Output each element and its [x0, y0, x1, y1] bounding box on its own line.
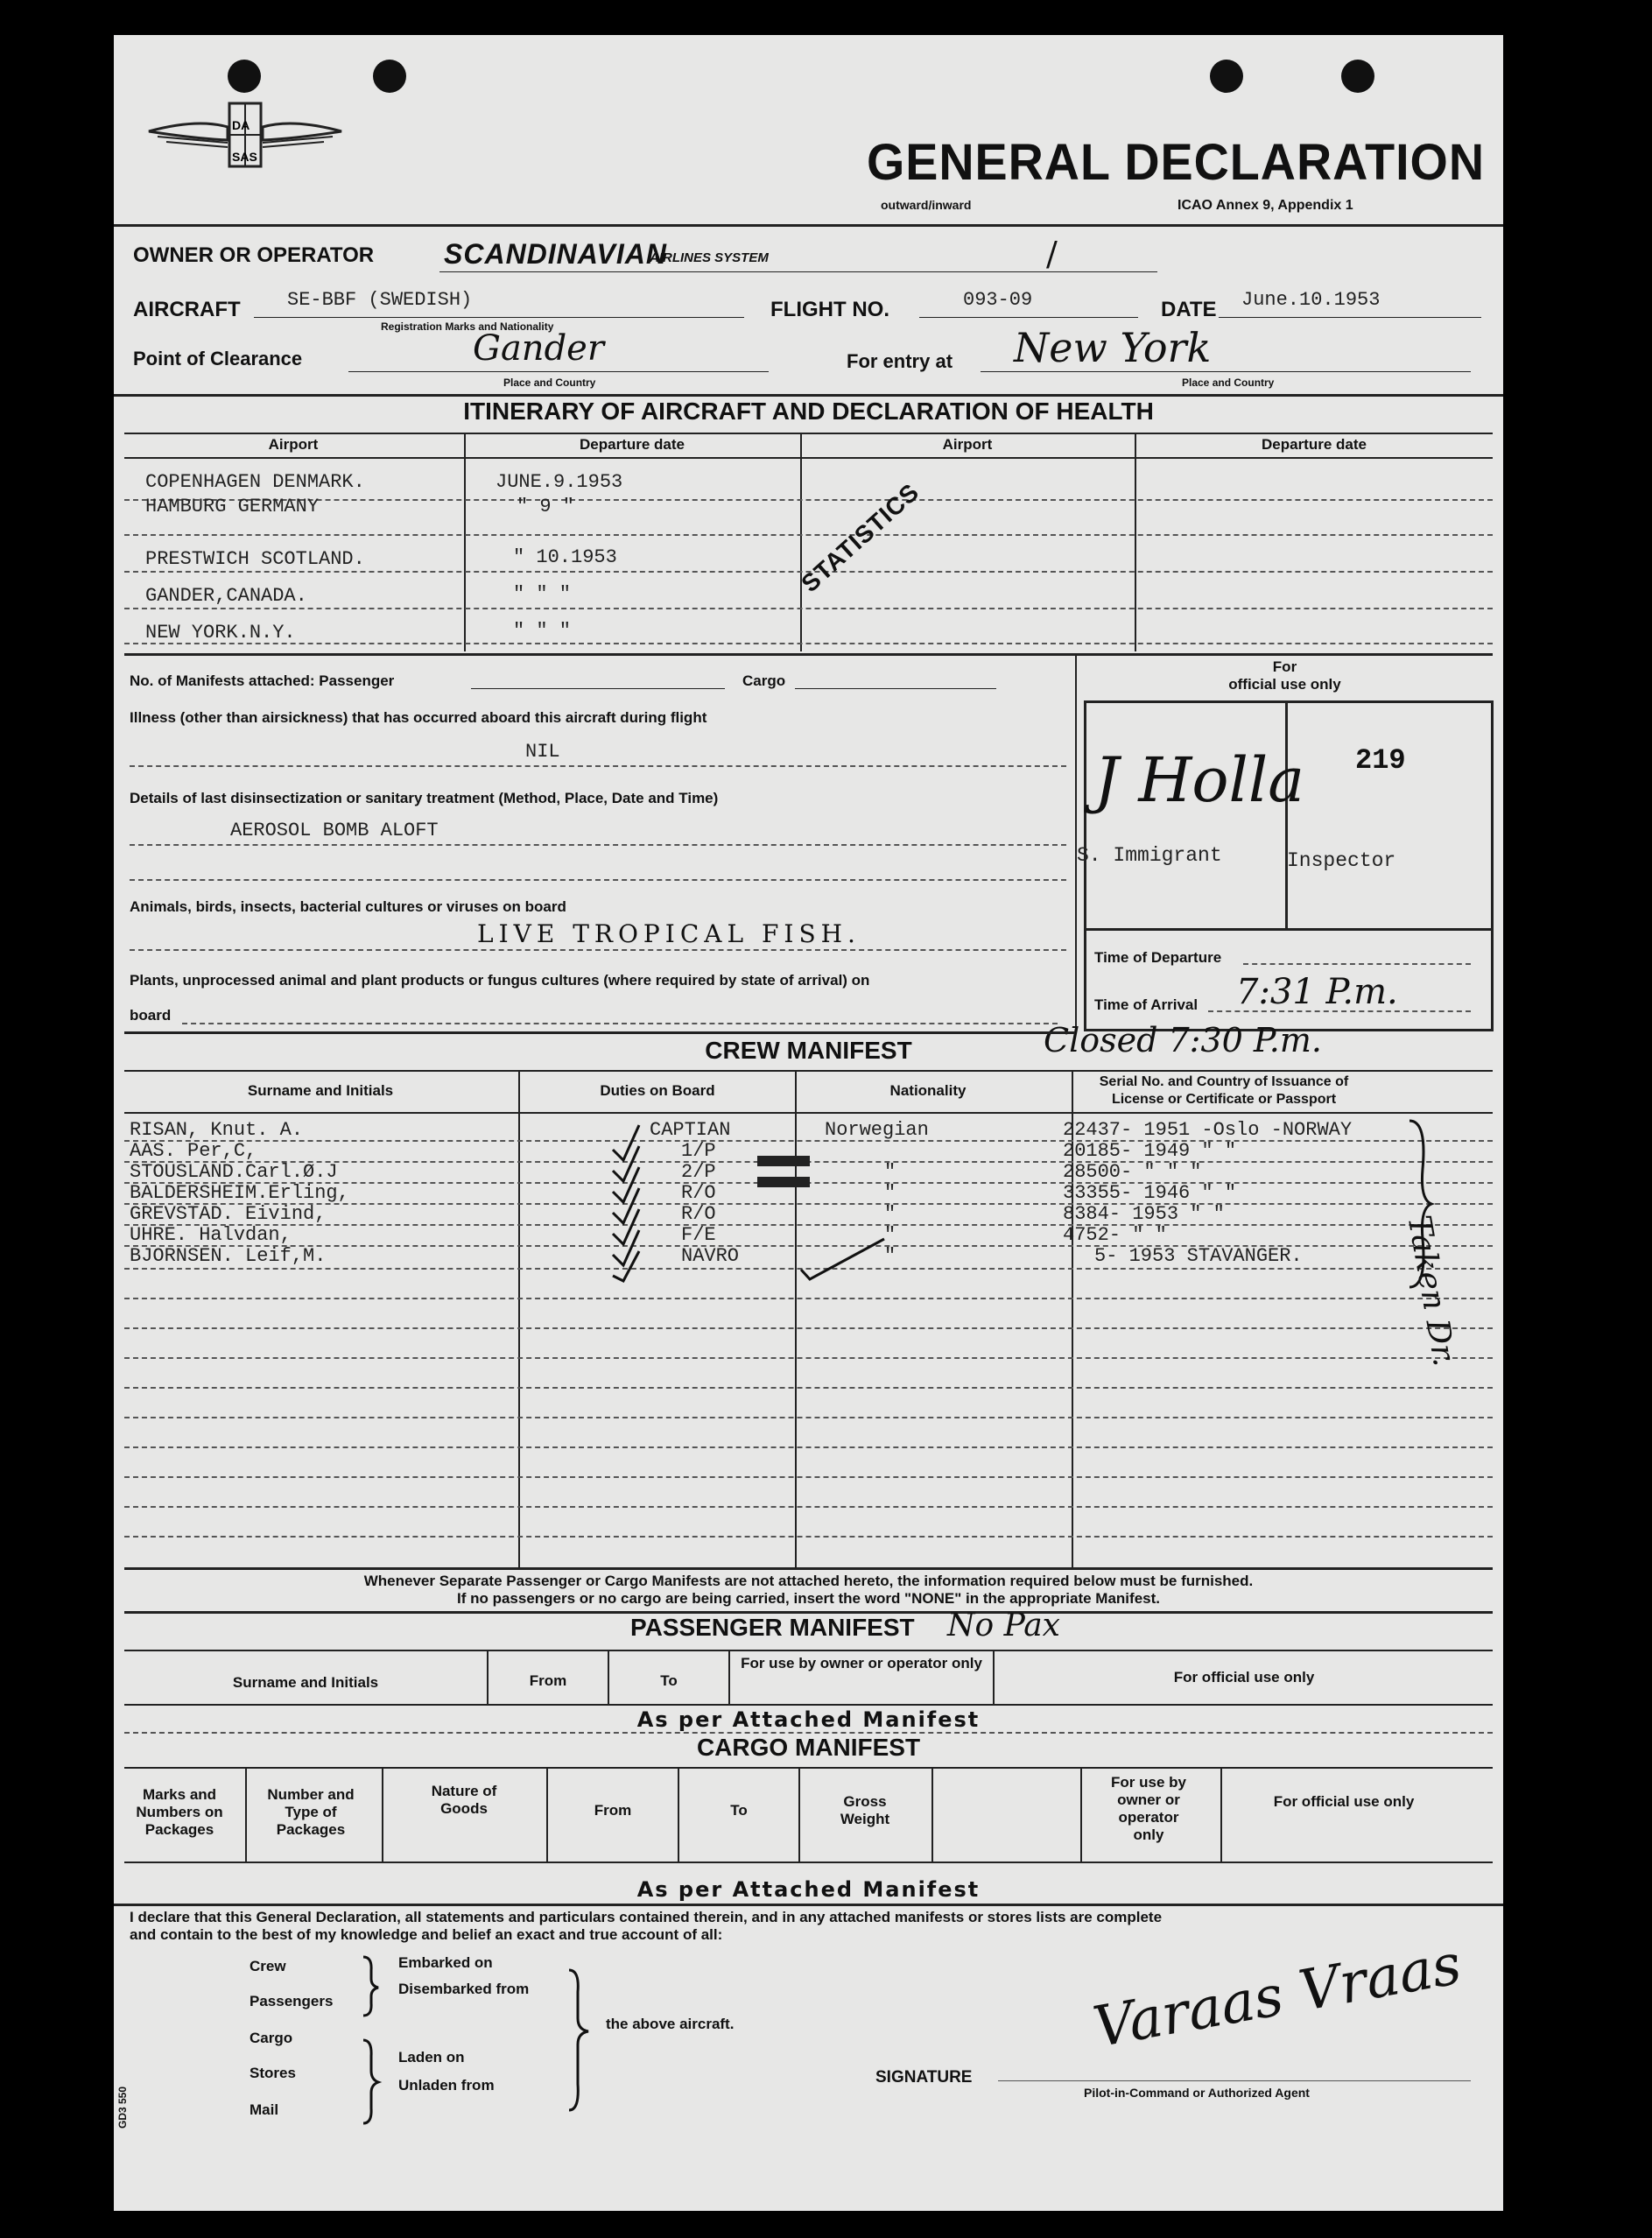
itinerary-header-date-2: Departure date	[1262, 436, 1367, 453]
date-label: DATE	[1161, 298, 1217, 321]
crew-title: CREW MANIFEST	[705, 1037, 912, 1064]
passenger-attached: As per Attached Manifest	[636, 1707, 981, 1732]
punch-hole	[1210, 60, 1243, 93]
declaration-text-2: and contain to the best of my knowledge and belief an exact and true account of all:	[130, 1926, 723, 1943]
crew-duty: NAVRO	[681, 1245, 740, 1267]
check-marks	[499, 1108, 919, 1283]
declaration-text-1: I declare that this General Declaration, all statements and particulars contained therein, and in any attached manifests or stores lists are complete	[130, 1909, 1163, 1925]
crew-nationality: "	[884, 1161, 896, 1183]
itinerary-airport: PRESTWICH SCOTLAND.	[145, 548, 365, 570]
crew-name: AAS. Per,C,	[130, 1140, 257, 1162]
departure-time-label: Time of Departure	[1094, 949, 1222, 966]
closed-note: Closed 7:30 P.m.	[1044, 1021, 1322, 1059]
svg-text:SAS: SAS	[232, 150, 257, 164]
illness-label: Illness (other than airsickness) that has occurred aboard this aircraft during flight	[130, 709, 707, 726]
itinerary-airport: GANDER,CANADA.	[145, 585, 307, 607]
plants-label: Plants, unprocessed animal and plant products or fungus cultures (where required by state of arrival) on	[130, 972, 870, 989]
crew-duty: R/O	[681, 1182, 716, 1204]
animals-label: Animals, birds, insects, bacterial cultures or viruses on board	[130, 898, 566, 915]
itinerary-date: JUNE.9.1953	[496, 471, 623, 493]
signature-caption: Pilot-in-Command or Authorized Agent	[1084, 2086, 1310, 2100]
sas-wings-logo	[144, 88, 346, 184]
owner-value-small: AIRLINES SYSTEM	[650, 250, 769, 265]
flight-label: FLIGHT NO.	[770, 298, 889, 321]
crew-header-nationality: Nationality	[889, 1082, 967, 1099]
crew-name: STOUSLAND.Carl.Ø.J	[130, 1161, 338, 1183]
official-title-1: For	[1272, 658, 1297, 675]
disembarked-label: Disembarked from	[398, 1981, 530, 1997]
inspector-signature: J Holla	[1094, 744, 1305, 816]
cargo-header-official: For official use only	[1273, 1793, 1415, 1810]
crew-nationality: Norwegian	[825, 1119, 929, 1141]
owner-mark: /	[1046, 235, 1058, 273]
illness-value: NIL	[525, 741, 560, 763]
pilot-signature: Varaas Vraas	[1088, 1932, 1466, 2061]
clearance-caption: Place and Country	[503, 377, 596, 389]
crew-serial: 5- 1953 STAVANGER.	[1094, 1245, 1303, 1267]
itinerary-title: ITINERARY OF AIRCRAFT AND DECLARATION OF HEALTH	[463, 398, 1154, 425]
crew-nationality: "	[884, 1224, 896, 1246]
crew-nationality: "	[884, 1245, 896, 1267]
declaration-form	[114, 35, 1503, 2211]
declaration-item-mail: Mail	[250, 2101, 279, 2118]
flight-value: 093-09	[963, 289, 1033, 311]
icao-reference: ICAO Annex 9, Appendix 1	[1177, 198, 1353, 213]
outward-inward-caption: outward/inward	[881, 198, 972, 212]
notice-line-2: If no passengers or no cargo are being carried, insert the word "NONE" in the appropriate Manifest.	[456, 1590, 1160, 1607]
passenger-header-to: To	[660, 1672, 678, 1689]
svg-text:DA: DA	[232, 118, 250, 132]
crew-name: UHRE. Halvdan,	[130, 1224, 292, 1246]
declaration-item-stores: Stores	[250, 2065, 296, 2081]
disinsect-value: AEROSOL BOMB ALOFT	[230, 820, 439, 841]
passenger-header-owner: For use by owner or operator only	[741, 1655, 982, 1671]
cargo-header-weight: Gross Weight	[840, 1793, 890, 1827]
passenger-title: PASSENGER MANIFEST	[630, 1614, 915, 1641]
crew-nationality: "	[884, 1182, 896, 1204]
notice-line-1: Whenever Separate Passenger or Cargo Manifests are not attached hereto, the information required below must be furnished.	[363, 1573, 1254, 1589]
arrival-time-value: 7:31 P.m.	[1236, 972, 1398, 1012]
itinerary-header-airport-2: Airport	[942, 436, 993, 453]
clearance-value: Gander	[473, 328, 604, 369]
aircraft-value: SE-BBF (SWEDISH)	[287, 289, 473, 311]
itinerary-airport: NEW YORK.N.Y.	[145, 622, 296, 644]
itinerary-date: " " "	[513, 583, 572, 605]
crew-header-serial: Serial No. and Country of Issuance of License or Certificate or Passport	[1099, 1074, 1349, 1107]
crew-name: BALDERSHEIM.Erling,	[130, 1182, 349, 1204]
cargo-header-marks: Marks and Numbers on Packages	[136, 1786, 223, 1838]
arrival-time-label: Time of Arrival	[1094, 996, 1199, 1013]
entry-caption: Place and Country	[1182, 377, 1275, 389]
crew-serial: 4752- " "	[1063, 1224, 1167, 1246]
crew-side-note: Taken Dr.	[1400, 1213, 1463, 1369]
cargo-header-from: From	[594, 1802, 632, 1819]
registration-caption: Registration Marks and Nationality	[381, 320, 554, 333]
inspector-title-left: S. Immigrant	[1077, 844, 1222, 867]
crew-name: GREVSTAD. Eivind,	[130, 1203, 327, 1225]
owner-value: SCANDINAVIAN	[444, 238, 667, 270]
itinerary-date: " " "	[513, 620, 572, 642]
crew-duty: F/E	[681, 1224, 716, 1246]
owner-label: OWNER OR OPERATOR	[133, 243, 375, 267]
crew-nationality: "	[884, 1203, 896, 1225]
punch-hole	[1341, 60, 1374, 93]
disinsect-label: Details of last disinsectization or sanitary treatment (Method, Place, Date and Time)	[130, 790, 719, 806]
itinerary-date: " 9 "	[517, 496, 575, 517]
laden-label: Laden on	[398, 2049, 465, 2066]
declaration-item-crew: Crew	[250, 1958, 286, 1974]
cargo-attached: As per Attached Manifest	[636, 1877, 981, 1902]
official-number: 219	[1355, 744, 1406, 777]
above-aircraft-label: the above aircraft.	[606, 2016, 735, 2032]
inspector-title-right: Inspector	[1287, 849, 1396, 872]
signature-label: SIGNATURE	[875, 2068, 973, 2087]
itinerary-date: " 10.1953	[513, 546, 617, 568]
form-title: GENERAL DECLARATION	[867, 134, 1486, 191]
crew-duty: 1/P	[681, 1140, 716, 1162]
punch-hole	[373, 60, 406, 93]
date-value: June.10.1953	[1241, 289, 1381, 311]
crew-name: BJORNSEN. Leif,M.	[130, 1245, 327, 1267]
animals-value: LIVE TROPICAL FISH.	[477, 919, 861, 948]
cargo-title: CARGO MANIFEST	[696, 1734, 921, 1761]
cargo-header-owner: For use by owner or operator only	[1111, 1774, 1186, 1843]
embarked-label: Embarked on	[398, 1954, 493, 1971]
crew-name: RISAN, Knut. A.	[130, 1119, 304, 1141]
board-label: board	[130, 1007, 172, 1024]
aircraft-label: AIRCRAFT	[133, 298, 241, 321]
cargo-count-label: Cargo	[742, 672, 786, 689]
statistics-stamp: STATISTICS	[796, 477, 924, 598]
crew-serial: 33355- 1946 " "	[1063, 1182, 1237, 1204]
passenger-header-from: From	[529, 1672, 567, 1689]
clearance-label: Point of Clearance	[133, 348, 303, 369]
crew-duty: R/O	[681, 1203, 716, 1225]
manifests-label: No. of Manifests attached: Passenger	[130, 672, 395, 689]
crew-header-name: Surname and Initials	[247, 1082, 394, 1099]
itinerary-header-date: Departure date	[580, 436, 685, 453]
itinerary-airport: HAMBURG GERMANY	[145, 496, 320, 517]
cargo-header-to: To	[730, 1802, 748, 1819]
entry-value: New York	[1014, 324, 1212, 371]
cargo-header-nature: Nature of Goods	[431, 1783, 497, 1817]
passenger-header-official: For official use only	[1173, 1669, 1315, 1686]
crew-serial: 22437- 1951 -Oslo -NORWAY	[1063, 1119, 1353, 1141]
entry-label: For entry at	[847, 350, 953, 372]
official-title-2: official use only	[1228, 676, 1341, 693]
crew-duty: CAPTIAN	[650, 1119, 731, 1141]
itinerary-header-airport: Airport	[268, 436, 319, 453]
crew-serial: 28500- " " "	[1063, 1161, 1202, 1183]
crew-duty: 2/P	[681, 1161, 716, 1183]
declaration-item-cargo: Cargo	[250, 2030, 293, 2046]
itinerary-airport: COPENHAGEN DENMARK.	[145, 471, 365, 493]
passenger-hand-note: No Pax	[947, 1608, 1060, 1643]
crew-serial: 20185- 1949 " "	[1063, 1140, 1237, 1162]
form-number: GD3 550	[116, 2086, 130, 2129]
cargo-header-number: Number and Type of Packages	[267, 1786, 355, 1838]
declaration-braces	[359, 1953, 709, 2128]
passenger-header-name: Surname and Initials	[232, 1674, 379, 1691]
crew-serial: 8384- 1953 " "	[1063, 1203, 1225, 1225]
declaration-item-passengers: Passengers	[250, 1993, 334, 2009]
crew-header-duties: Duties on Board	[600, 1082, 715, 1099]
unladen-label: Unladen from	[398, 2077, 495, 2094]
